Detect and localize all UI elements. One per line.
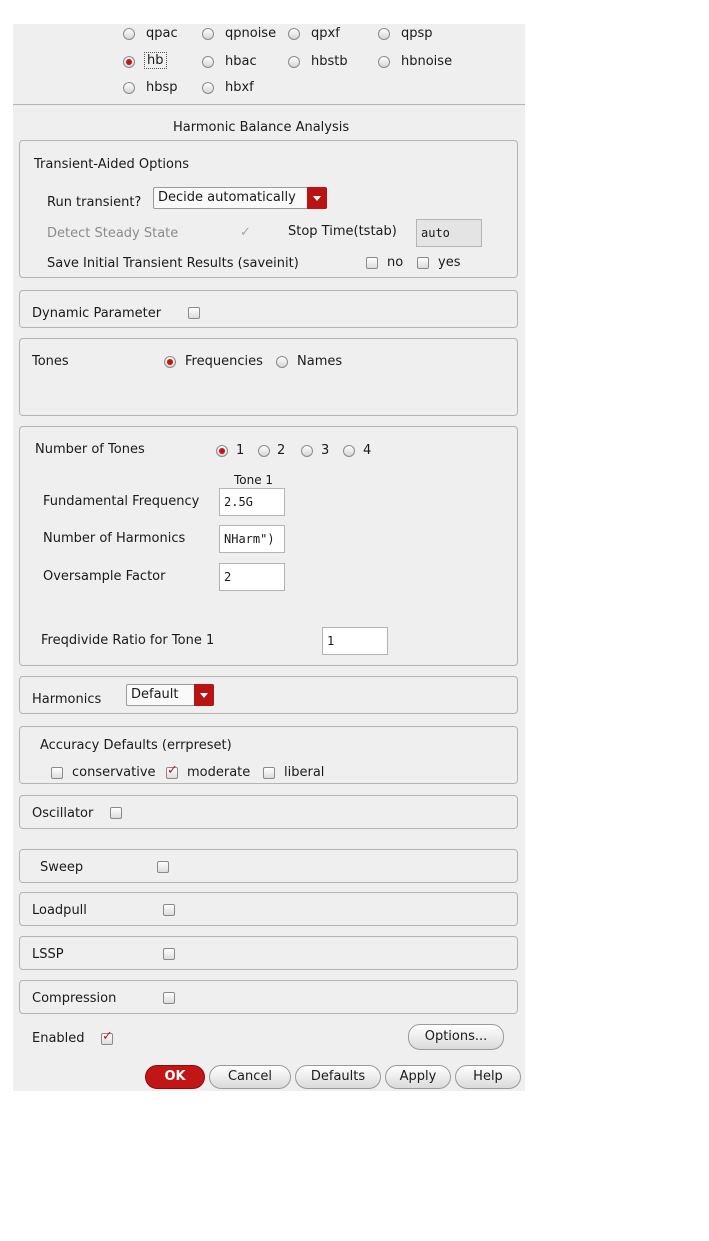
- ok-button[interactable]: OK: [145, 1065, 205, 1089]
- radio-hbstb-label: hbstb: [311, 54, 348, 69]
- separator: [13, 104, 525, 105]
- loadpull-label: Loadpull: [32, 903, 87, 918]
- radio-hbsp[interactable]: [123, 82, 135, 94]
- transient-options-title: Transient-Aided Options: [34, 157, 190, 172]
- radio-tones-4[interactable]: [343, 445, 355, 457]
- enabled-checkbox[interactable]: [101, 1029, 113, 1045]
- saveinit-no-label: no: [387, 255, 404, 270]
- radio-qpxf[interactable]: [288, 28, 300, 40]
- fundamental-frequency-field[interactable]: 2.5G: [219, 488, 285, 516]
- lssp-label: LSSP: [32, 947, 64, 962]
- radio-tones-3-label: 3: [321, 443, 330, 458]
- lssp-checkbox[interactable]: [163, 948, 175, 960]
- radio-qpsp[interactable]: [378, 28, 390, 40]
- check-icon: ✓: [240, 225, 251, 240]
- number-of-tones-label: Number of Tones: [35, 442, 145, 457]
- liberal-label: liberal: [284, 765, 325, 780]
- radio-frequencies-label: Frequencies: [185, 354, 263, 369]
- harmonics-frame: [19, 676, 518, 714]
- fundamental-frequency-label: Fundamental Frequency: [43, 494, 200, 509]
- accuracy-defaults-label: Accuracy Defaults (errpreset): [40, 738, 232, 753]
- section-title: Harmonic Balance Analysis: [173, 120, 350, 135]
- chevron-down-icon: [307, 187, 327, 209]
- accuracy-defaults-frame: [19, 726, 518, 784]
- stop-time-label: Stop Time(tstab): [288, 224, 397, 239]
- radio-tones-1-label: 1: [236, 443, 245, 458]
- moderate-checkbox[interactable]: [166, 763, 178, 779]
- radio-hbxf-label: hbxf: [225, 80, 254, 95]
- loadpull-frame: [19, 892, 518, 926]
- hb-analysis-dialog: [13, 24, 525, 1091]
- freqdivide-ratio-label: Freqdivide Ratio for Tone 1: [41, 633, 215, 648]
- radio-hb-label: hb: [144, 52, 167, 69]
- harmonics-label: Harmonics: [32, 692, 102, 707]
- freqdivide-ratio-field[interactable]: 1: [322, 627, 388, 655]
- radio-names[interactable]: [276, 356, 288, 368]
- radio-tones-3[interactable]: [301, 445, 313, 457]
- conservative-label: conservative: [72, 765, 156, 780]
- oscillator-frame: [19, 795, 518, 829]
- harmonics-select[interactable]: [126, 684, 214, 706]
- radio-qpnoise-label: qpnoise: [225, 26, 277, 41]
- radio-frequencies[interactable]: [164, 356, 176, 368]
- detect-steady-state-label: Detect Steady State: [47, 226, 179, 241]
- radio-hb[interactable]: [123, 56, 135, 68]
- radio-hbac-label: hbac: [225, 54, 257, 69]
- saveinit-label: Save Initial Transient Results (saveinit): [47, 256, 299, 271]
- saveinit-yes-checkbox[interactable]: [417, 257, 429, 269]
- check-icon: ✓: [102, 1029, 113, 1044]
- saveinit-no-checkbox[interactable]: [366, 257, 378, 269]
- cancel-button[interactable]: Cancel: [209, 1065, 291, 1089]
- help-button[interactable]: Help: [455, 1065, 521, 1089]
- transient-options-frame: [19, 140, 518, 278]
- compression-label: Compression: [32, 991, 117, 1006]
- radio-qpnoise[interactable]: [202, 28, 214, 40]
- radio-qpsp-label: qpsp: [401, 26, 433, 41]
- sweep-label: Sweep: [40, 860, 84, 875]
- lssp-frame: [19, 936, 518, 970]
- run-transient-label: Run transient?: [47, 195, 142, 210]
- stop-time-field[interactable]: auto: [416, 219, 482, 247]
- oversample-factor-label: Oversample Factor: [43, 569, 166, 584]
- tones-frame: [19, 338, 518, 416]
- radio-tones-2[interactable]: [258, 445, 270, 457]
- moderate-label: moderate: [187, 765, 251, 780]
- radio-hbsp-label: hbsp: [146, 80, 178, 95]
- compression-checkbox[interactable]: [163, 992, 175, 1004]
- radio-hbnoise-label: hbnoise: [401, 54, 453, 69]
- dynamic-parameter-checkbox[interactable]: [188, 307, 200, 319]
- options-button[interactable]: Options...: [408, 1024, 504, 1050]
- conservative-checkbox[interactable]: [51, 767, 63, 779]
- number-of-harmonics-field[interactable]: NHarm"): [219, 525, 285, 553]
- run-transient-value: Decide automatically: [158, 190, 296, 205]
- harmonics-value: Default: [131, 687, 179, 702]
- number-of-harmonics-label: Number of Harmonics: [43, 531, 186, 546]
- liberal-checkbox[interactable]: [263, 767, 275, 779]
- number-of-tones-frame: [19, 426, 518, 666]
- check-icon: ✓: [167, 763, 178, 778]
- enabled-label: Enabled: [32, 1031, 85, 1046]
- radio-tones-1[interactable]: [216, 445, 228, 457]
- oscillator-checkbox[interactable]: [110, 807, 122, 819]
- radio-names-label: Names: [297, 354, 343, 369]
- radio-tones-2-label: 2: [277, 443, 286, 458]
- chevron-down-icon: [194, 684, 214, 706]
- tones-label: Tones: [32, 354, 69, 369]
- radio-tones-4-label: 4: [363, 443, 372, 458]
- radio-qpac-label: qpac: [146, 26, 178, 41]
- saveinit-yes-label: yes: [438, 255, 461, 270]
- tone-column-header: Tone 1: [234, 473, 274, 487]
- radio-qpac[interactable]: [123, 28, 135, 40]
- radio-hbxf[interactable]: [202, 82, 214, 94]
- loadpull-checkbox[interactable]: [163, 904, 175, 916]
- apply-button[interactable]: Apply: [385, 1065, 451, 1089]
- dynamic-parameter-label: Dynamic Parameter: [32, 306, 162, 321]
- defaults-button[interactable]: Defaults: [295, 1065, 381, 1089]
- radio-hbnoise[interactable]: [378, 56, 390, 68]
- sweep-frame: [19, 849, 518, 883]
- oscillator-label: Oscillator: [32, 806, 94, 821]
- radio-hbstb[interactable]: [288, 56, 300, 68]
- radio-hbac[interactable]: [202, 56, 214, 68]
- compression-frame: [19, 980, 518, 1014]
- sweep-checkbox[interactable]: [157, 861, 169, 873]
- oversample-factor-field[interactable]: 2: [219, 563, 285, 591]
- run-transient-select[interactable]: [153, 187, 327, 209]
- radio-qpxf-label: qpxf: [311, 26, 340, 41]
- dynamic-parameter-frame: [19, 290, 518, 328]
